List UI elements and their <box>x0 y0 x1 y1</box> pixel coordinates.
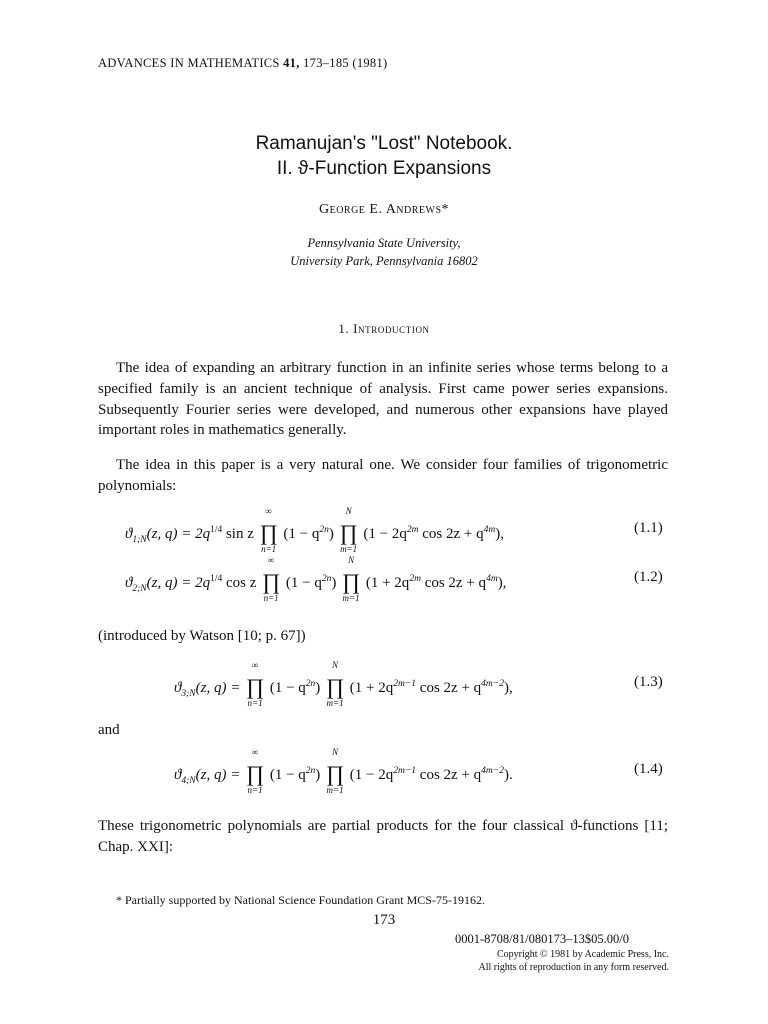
paragraph-partial-products: These trigonometric polynomials are partial products for the four classical ϑ-functions [11; Chap. XXI]: <box>98 818 668 855</box>
journal-name: ADVANCES IN MATHEMATICS <box>98 56 280 70</box>
footnote: * Partially supported by National Science Foundation Grant MCS-75-19162. <box>116 893 485 907</box>
paragraph-watson: (introduced by Watson [10; p. 67]) <box>98 628 306 644</box>
section-heading: 1. Introduction <box>338 321 430 336</box>
product-symbol: ∏ N m=1 <box>342 555 361 603</box>
paper-title-line2: II. ϑ-Function Expansions <box>276 158 492 179</box>
product-symbol: ∏ N m=1 <box>325 660 345 708</box>
journal-pages-year: 173–185 (1981) <box>303 56 388 70</box>
product-symbol: ∏ ∞ n=1 <box>259 506 278 554</box>
affiliation-line2: University Park, Pennsylvania 16802 <box>290 254 478 268</box>
paragraph-families: The idea in this paper is a very natural one. We consider four families of trigonometric polynomials: <box>98 457 668 494</box>
product-symbol: ∏ N m=1 <box>325 747 345 795</box>
equation-number: (1.1) <box>634 520 663 536</box>
journal-header <box>98 56 388 71</box>
equation-1-1: $ϑ_{1;N}(z$, $q) = 2q^{1/4}$ sin z ∏ ∞ n=1 $(1 - q^{2n})$ ∏ N m=1 ($1 - 2q^{2m}$ $\cos 2z + q^{4m}$), <box>125 506 504 554</box>
journal-volume: 41, <box>283 56 300 70</box>
equation-1-3: $ϑ_{3;N}(z$, q) = ∏ ∞ n=1 $(1 - q^{2n})$ ∏ N m=1 ($1 + 2q^{2m-1}$ $\cos 2z + q^{4m-2}$), <box>174 660 513 708</box>
equation-number: (1.4) <box>634 761 663 777</box>
paragraph-and: and <box>98 722 120 738</box>
document-code: 0001-8708/81/080173–13$05.00/0 <box>455 932 629 946</box>
equation-number: (1.3) <box>634 674 663 690</box>
author-name: George E. Andrews* <box>318 202 450 217</box>
paragraph-intro: The idea of expanding an arbitrary function in an infinite series whose terms belong to a specified family is an ancient technique of analysis. First came power series expansions. Subsequently Fourier series were developed, and numerous other expansions have played important roles in mathematics generally. <box>98 360 668 439</box>
rights-notice: All rights of reproduction in any form reserved. <box>478 962 669 973</box>
paper-title-line1: Ramanujan's "Lost" Notebook. <box>255 133 513 154</box>
product-symbol: ∏ ∞ n=1 <box>246 660 265 708</box>
equation-1-2: $ϑ_{2;N}(z$, $q) = 2q^{1/4}$ cos z ∏ ∞ n=1 $(1 - q^{2n})$ ∏ N m=1 ($1 + 2q^{2m}$ $\cos 2z + q^{4m}$), <box>125 555 507 603</box>
product-symbol: ∏ ∞ n=1 <box>262 555 281 603</box>
product-symbol: ∏ ∞ n=1 <box>246 747 265 795</box>
copyright-notice: Copyright © 1981 by Academic Press, Inc. <box>496 949 669 960</box>
page-number: 173 <box>372 912 396 928</box>
affiliation-line1: Pennsylvania State University, <box>307 236 461 250</box>
product-symbol: ∏ N m=1 <box>339 506 358 554</box>
equation-1-4: $ϑ_{4;N}(z$, q) = ∏ ∞ n=1 $(1 - q^{2n})$ ∏ N m=1 ($1 - 2q^{2m-1}$ $\cos 2z + q^{4m-2}$). <box>174 747 513 795</box>
equation-number: (1.2) <box>634 569 663 585</box>
